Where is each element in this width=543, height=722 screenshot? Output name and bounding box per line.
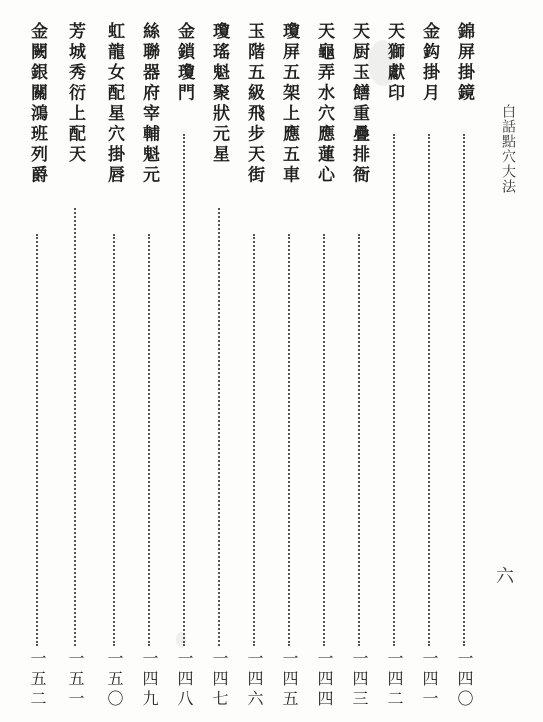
toc-leader-dots — [74, 208, 76, 646]
toc-entry — [451, 22, 477, 712]
toc-entry-title: 虹龍女配星穴掛唇 — [104, 22, 124, 186]
toc-entry — [136, 22, 162, 712]
ink-smudge — [176, 632, 186, 648]
toc-entry-page: 一四〇 — [455, 650, 474, 710]
toc-entry-title: 瓊瑤魁聚狀元星 — [209, 22, 229, 166]
toc-entry-page: 一四九 — [140, 650, 159, 710]
ink-smudge — [368, 40, 398, 86]
toc-entry — [24, 22, 50, 712]
toc-entry-page: 一四一 — [420, 650, 439, 710]
toc-entry-page: 一四三 — [350, 650, 369, 710]
toc-entry-title: 金闕銀關鴻班列爵 — [27, 22, 47, 186]
toc-entry-title: 玉階五級飛步天街 — [244, 22, 264, 186]
toc-entry — [101, 22, 127, 712]
toc-entry-page: 一四二 — [385, 650, 404, 710]
toc-entry — [276, 22, 302, 712]
toc-entry-page: 一四八 — [175, 650, 194, 710]
toc-leader-dots — [183, 134, 185, 646]
toc-leader-dots — [393, 134, 395, 646]
toc-entry — [346, 22, 372, 712]
toc-leader-dots — [358, 234, 360, 646]
toc-entry-title: 芳城秀衍上配天 — [65, 22, 85, 166]
toc-entry-title: 金鈎掛月 — [419, 22, 439, 104]
toc-entry — [381, 22, 407, 712]
toc-entry — [416, 22, 442, 712]
toc-entry-title: 錦屏掛鏡 — [454, 22, 474, 104]
toc-leader-dots — [428, 134, 430, 646]
toc-entry — [311, 22, 337, 712]
toc-entry-page: 一四四 — [315, 650, 334, 710]
toc-entry-title: 天龜弄水穴應蓮心 — [314, 22, 334, 186]
toc-entry — [62, 22, 88, 712]
toc-entry-page: 一四五 — [280, 650, 299, 710]
running-title: 白話點穴大法 — [500, 104, 516, 194]
toc-entry-page: 一五〇 — [105, 650, 124, 710]
toc-leader-dots — [288, 234, 290, 646]
toc-leader-dots — [253, 234, 255, 646]
toc-leader-dots — [148, 234, 150, 646]
toc-entry — [241, 22, 267, 712]
toc-entry-page: 一四七 — [210, 650, 229, 710]
toc-entry-title: 天獅獻印 — [384, 22, 404, 104]
toc-leader-dots — [36, 234, 38, 646]
toc-entry-page: 一五一 — [66, 650, 85, 710]
toc-leader-dots — [113, 234, 115, 646]
toc-entry-page: 一五二 — [28, 650, 47, 710]
toc-entry — [171, 22, 197, 712]
page-number: 六 — [493, 566, 514, 584]
toc-entry-title: 瓊屏五架上應五車 — [279, 22, 299, 186]
toc-leader-dots — [323, 234, 325, 646]
toc-entry-page: 一四六 — [245, 650, 264, 710]
toc-entry-title: 絲聯器府宰輔魁元 — [139, 22, 159, 186]
toc-entry — [206, 22, 232, 712]
toc-leader-dots — [218, 208, 220, 646]
toc-leader-dots — [463, 134, 465, 646]
toc-entry-title: 天厨玉饍重疊排衙 — [349, 22, 369, 186]
toc-entry-title: 金鎖瓊門 — [174, 22, 194, 104]
